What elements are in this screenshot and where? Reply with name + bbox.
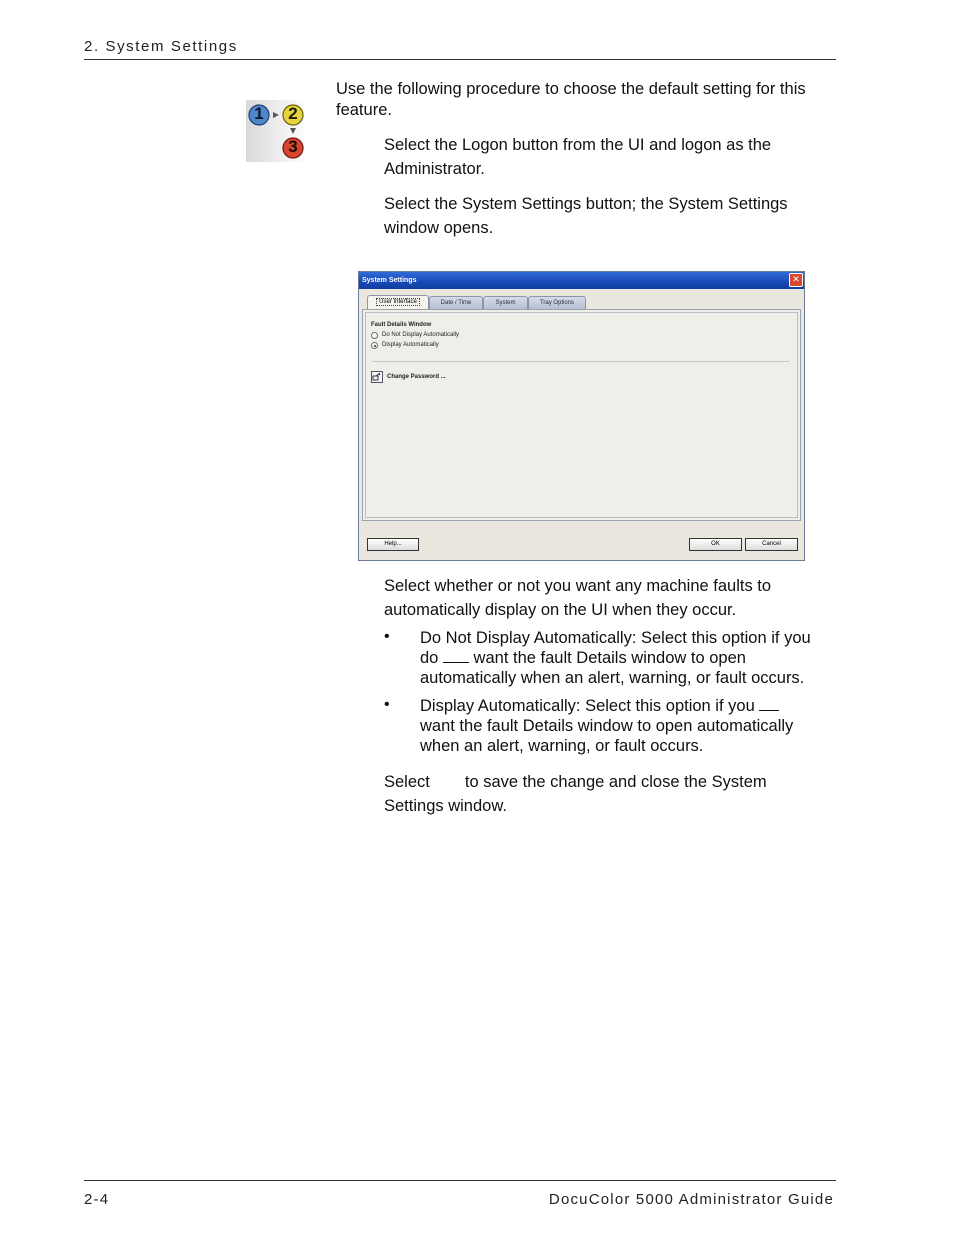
dialog-title-bar xyxy=(359,272,804,289)
procedure-steps-icon xyxy=(246,100,308,162)
tab-tray-options[interactable]: Tray Options xyxy=(528,296,586,309)
running-head: 2. System Settings xyxy=(84,38,238,55)
page-number: 2-4 xyxy=(84,1191,110,1208)
bullet-1-line-1: Do Not Display Automatically: Select this option if you xyxy=(420,629,811,647)
close-icon[interactable]: ✕ xyxy=(789,273,803,287)
tab-user-interface[interactable]: User Interface xyxy=(367,295,429,309)
dialog-title: System Settings xyxy=(362,277,417,284)
step-4-text: Select to save the change and close the System Settings window. xyxy=(384,773,767,815)
step-3-text: Select whether or not you want any machine faults to automatically display on the UI when they occur. xyxy=(384,577,772,619)
bullet-do-not-display xyxy=(420,628,840,688)
bullet-display-automatically xyxy=(420,696,840,756)
radio-do-not-display[interactable] xyxy=(371,332,378,339)
bullet-1-line-3: automatically when an alert, warning, or fault occurs. xyxy=(420,669,805,687)
bullet-marker: • xyxy=(384,696,390,713)
panel-frame xyxy=(365,312,798,518)
key-icon xyxy=(372,372,382,382)
help-button[interactable]: Help... xyxy=(367,538,419,551)
footer-rule xyxy=(84,1180,836,1181)
step-2-text: Select the System Settings button; the System Settings window opens. xyxy=(384,195,788,237)
blank-underline xyxy=(443,648,469,663)
tab-date-time[interactable]: Date / Time xyxy=(429,296,483,309)
guide-title: DocuColor 5000 Administrator Guide xyxy=(548,1191,834,1208)
change-password-button[interactable] xyxy=(371,371,383,383)
step-number-two: 2 xyxy=(288,104,298,123)
radio-display-automatically[interactable] xyxy=(371,342,378,349)
bullet-2-line-3: when an alert, warning, or fault occurs. xyxy=(420,737,704,755)
ok-button[interactable]: OK xyxy=(689,538,742,551)
change-password-label: Change Password ... xyxy=(387,374,446,380)
panel-separator xyxy=(372,361,789,362)
intro-paragraph: Use the following procedure to choose the default setting for this feature. xyxy=(336,80,806,119)
tab-system[interactable]: System xyxy=(483,296,528,309)
option-label-display-automatically: Display Automatically xyxy=(382,342,439,348)
fault-details-group-label: Fault Details Window xyxy=(371,322,432,328)
step-1-text: Select the Logon button from the UI and logon as the Administrator. xyxy=(384,136,772,178)
blank-underline xyxy=(759,696,779,711)
header-rule xyxy=(84,59,836,60)
bullet-2-line-1: Display Automatically: Select this option if you xyxy=(420,696,840,716)
bullet-marker: • xyxy=(384,628,390,645)
bullet-1-line-2: do want the fault Details window to open xyxy=(420,649,746,667)
step-number-three: 3 xyxy=(288,137,298,156)
option-label-do-not-display: Do Not Display Automatically xyxy=(382,332,460,338)
bullet-2-line-2: want the fault Details window to open automatically xyxy=(420,717,794,735)
cancel-button[interactable]: Cancel xyxy=(745,538,798,551)
step-number-one: 1 xyxy=(254,104,264,123)
user-interface-panel xyxy=(362,309,801,521)
system-settings-dialog xyxy=(358,271,805,561)
